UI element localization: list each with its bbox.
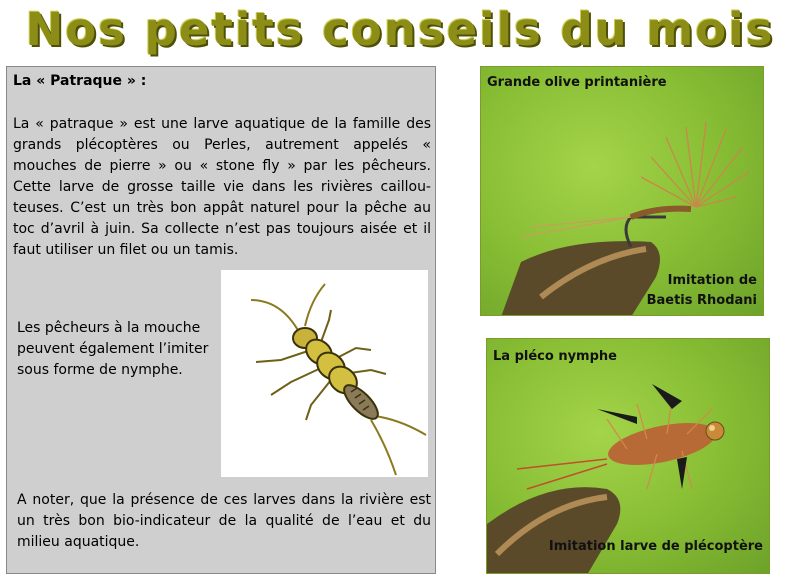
article-panel <box>6 66 436 574</box>
fly-photo-nymph <box>486 338 770 574</box>
article-side-text: Les pêcheurs à la mouche peuvent également l’imiter sous forme de nymphe. <box>17 320 209 378</box>
stonefly-larva-illustration <box>221 270 428 477</box>
photo1-label: Grande olive printanière <box>487 75 667 90</box>
photo1-caption-line2: Baetis Rhodani <box>646 293 757 308</box>
article-heading: La « Patraque » : <box>13 73 147 89</box>
photo1-caption-line1: Imitation de <box>667 273 757 288</box>
page-title: Nos petits conseils du mois <box>25 3 775 56</box>
photo2-caption: Imitation larve de plécoptère <box>548 539 763 554</box>
photo2-label: La pléco nymphe <box>493 349 617 364</box>
article-intro: La « patraque » est une larve aquatique de la famille des grands plécoptères ou Perles, autrement appelés « mouches de pierre » ou « stone fly » par les pêcheurs. Cette larve de grosse taille vie dans les rivières caillou-teuses. C’est un très bon appât naturel pour la pêche au toc d’avril à juin. Sa collecte n’est pas toujours aisée et il faut utiliser un filet ou un tamis. <box>13 116 431 258</box>
article-note: A noter, que la présence de ces larves dans la rivière est un très bon bio-indicateur de la qualité de l’eau et du milieu aquatique. <box>17 492 431 550</box>
fly-photo-olive <box>480 66 764 316</box>
